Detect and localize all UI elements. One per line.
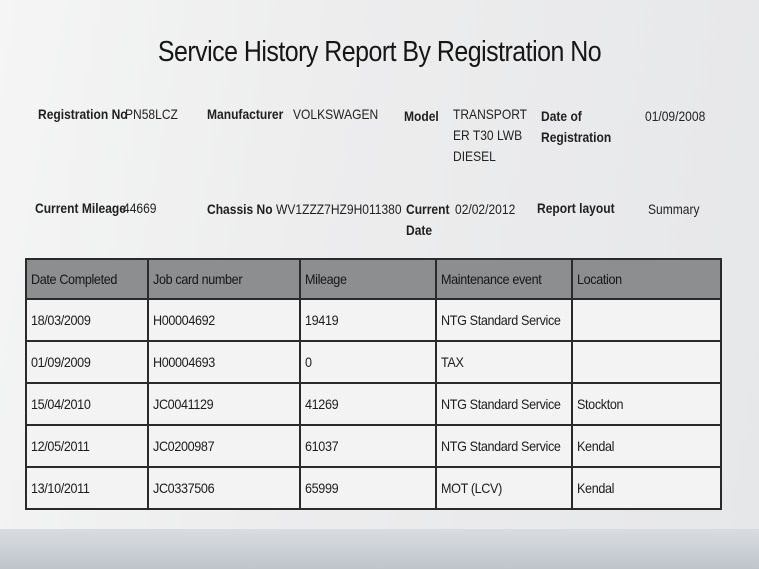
- table-cell: Stockton: [572, 383, 721, 425]
- report-layout-value: Summary: [648, 201, 700, 217]
- table-cell: MOT (LCV): [436, 467, 572, 509]
- service-history-table: [25, 258, 722, 510]
- table-cell: 0: [300, 341, 436, 383]
- column-header: Maintenance event: [436, 259, 572, 299]
- table-cell: NTG Standard Service: [436, 383, 572, 425]
- manufacturer-label: Manufacturer: [207, 106, 284, 122]
- table-cell: NTG Standard Service: [436, 425, 572, 467]
- model-label: Model: [404, 108, 439, 124]
- table-header-row: [26, 259, 721, 299]
- current-date-label: Current Date: [406, 201, 450, 238]
- table-cell: 18/03/2009: [26, 299, 148, 341]
- chassis-value: WV1ZZZ7HZ9H011380: [276, 201, 402, 217]
- column-header: Location: [572, 259, 721, 299]
- date-of-registration-value: 01/09/2008: [645, 108, 706, 124]
- table-cell: 19419: [300, 299, 436, 341]
- chassis-label: Chassis No: [207, 201, 273, 217]
- table-cell: 12/05/2011: [26, 425, 148, 467]
- table-cell: H00004693: [148, 341, 300, 383]
- registration-label: Registration No: [38, 106, 128, 122]
- current-date-value: 02/02/2012: [455, 201, 516, 217]
- table-cell: [572, 299, 721, 341]
- table-cell: 41269: [300, 383, 436, 425]
- table-cell: NTG Standard Service: [436, 299, 572, 341]
- table-cell: 65999: [300, 467, 436, 509]
- table-cell: Kendal: [572, 425, 721, 467]
- manufacturer-value: VOLKSWAGEN: [293, 106, 379, 122]
- column-header: Date Completed: [26, 259, 148, 299]
- table-row: [26, 383, 721, 425]
- current-mileage-value: 44669: [123, 200, 157, 216]
- model-value: TRANSPORT ER T30 LWB DIESEL: [453, 106, 528, 164]
- table-row: [26, 467, 721, 509]
- table-cell: 13/10/2011: [26, 467, 148, 509]
- report-layout-label: Report layout: [537, 200, 615, 216]
- table-cell: JC0200987: [148, 425, 300, 467]
- table-row: [26, 425, 721, 467]
- table-cell: [572, 341, 721, 383]
- table-row: [26, 299, 721, 341]
- table-row: [26, 341, 721, 383]
- table-cell: 15/04/2010: [26, 383, 148, 425]
- desk-surface: [0, 529, 759, 569]
- table-cell: TAX: [436, 341, 572, 383]
- registration-value: PN58LCZ: [125, 106, 178, 122]
- column-header: Mileage: [300, 259, 436, 299]
- table-cell: 01/09/2009: [26, 341, 148, 383]
- table-cell: Kendal: [572, 467, 721, 509]
- table-cell: H00004692: [148, 299, 300, 341]
- column-header: Job card number: [148, 259, 300, 299]
- table-cell: JC0041129: [148, 383, 300, 425]
- table-cell: 61037: [300, 425, 436, 467]
- report-title: Service History Report By Registration No: [157, 36, 602, 68]
- table-cell: JC0337506: [148, 467, 300, 509]
- current-mileage-label: Current Mileage: [35, 200, 126, 216]
- date-of-registration-label: Date of Registration: [541, 108, 612, 145]
